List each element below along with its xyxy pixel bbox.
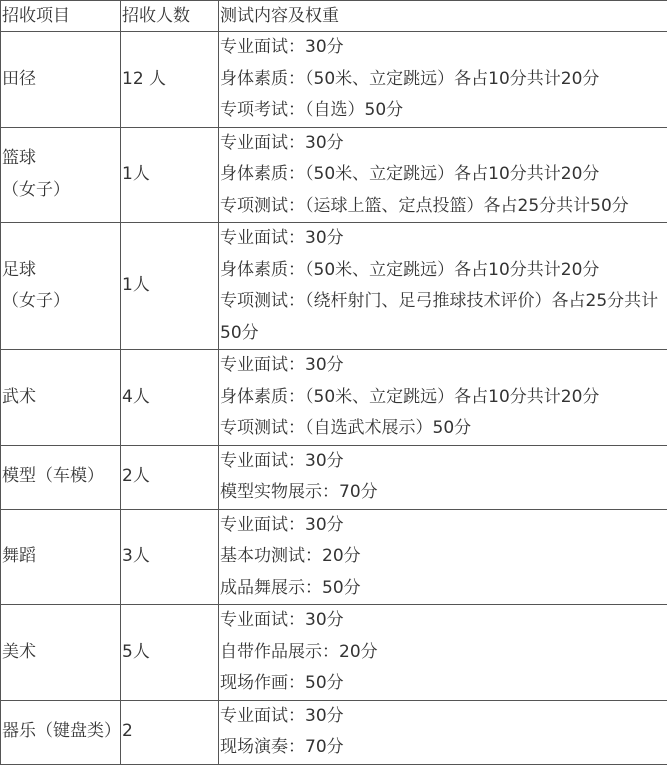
content-line: 模型实物展示：70分 [220,482,378,502]
content-line: 专业面试：30分 [220,228,344,248]
content-cell [219,509,667,605]
content-line: 专业面试：30分 [220,610,344,630]
header-cell-item: 招收项目 [1,1,121,32]
count-cell: 2人 [121,445,219,509]
count-cell: 1人 [121,127,219,223]
content-line: 现场演奏：70分 [220,737,344,757]
table-row [1,127,667,223]
content-line: 现场作画：50分 [220,673,344,693]
item-name: （女子） [2,291,70,311]
content-line: 专业面试：30分 [220,355,344,375]
item-name: 武术 [2,386,36,407]
item-name: 篮球 [2,148,36,169]
count-cell: 3人 [121,509,219,605]
item-cell [1,127,121,223]
content-line: 专项测试：（运球上篮、定点投篮）各占25分共计50分 [220,195,629,216]
count-cell: 12 人 [121,32,219,128]
content-line: 专业面试：30分 [220,514,344,535]
table-row [1,700,667,764]
count-cell: 1人 [121,223,219,350]
item-cell [1,223,121,350]
content-line: 专项测试：（自选武术展示）50分 [220,418,472,438]
content-line: 成品舞展示：50分 [220,577,361,598]
content-cell [219,700,667,764]
item-cell [1,509,121,605]
content-line: 身体素质：（50米、立定跳远）各占10分共计20分 [220,259,600,280]
item-name: 模型（车模） [2,466,104,487]
content-cell [219,127,667,223]
content-cell [219,445,667,509]
item-cell [1,605,121,701]
table-row [1,350,667,446]
content-line: 自带作品展示：20分 [220,641,378,662]
content-line: 专项测试：（绕杆射门、足弓推球技术评价）各占25分共计50分 [220,291,659,343]
content-line: 基本功测试：20分 [220,546,361,566]
count-cell: 5人 [121,605,219,701]
header-cell-content: 测试内容及权重 [219,1,667,32]
count-cell: 2 [121,700,219,764]
table-row [1,223,667,350]
content-line: 身体素质：（50米、立定跳远）各占10分共计20分 [220,164,600,184]
item-name: 田径 [2,68,36,89]
table-header-row [1,1,667,32]
count-cell: 4人 [121,350,219,446]
content-line: 专业面试：30分 [220,132,344,153]
header-cell-count: 招收人数 [121,1,219,32]
content-line: 身体素质：（50米、立定跳远）各占10分共计20分 [220,68,600,89]
content-line: 身体素质：（50米、立定跳远）各占10分共计20分 [220,386,600,407]
item-cell [1,32,121,128]
item-name: 美术 [2,641,36,662]
table-row [1,605,667,701]
content-cell [219,32,667,128]
content-line: 专业面试：30分 [220,450,344,471]
table-row [1,445,667,509]
content-cell [219,605,667,701]
table-row [1,32,667,128]
table-row [1,509,667,605]
item-name: （女子） [2,179,70,200]
item-name: 器乐（键盘类） [2,721,121,742]
item-cell [1,445,121,509]
item-name: 舞蹈 [2,546,36,566]
item-name: 足球 [2,259,36,280]
content-cell [219,350,667,446]
content-line: 专项考试：（自选）50分 [220,100,404,120]
item-cell [1,700,121,764]
item-cell [1,350,121,446]
content-line: 专业面试：30分 [220,37,344,57]
content-line: 专业面试：30分 [220,705,344,726]
content-cell [219,223,667,350]
